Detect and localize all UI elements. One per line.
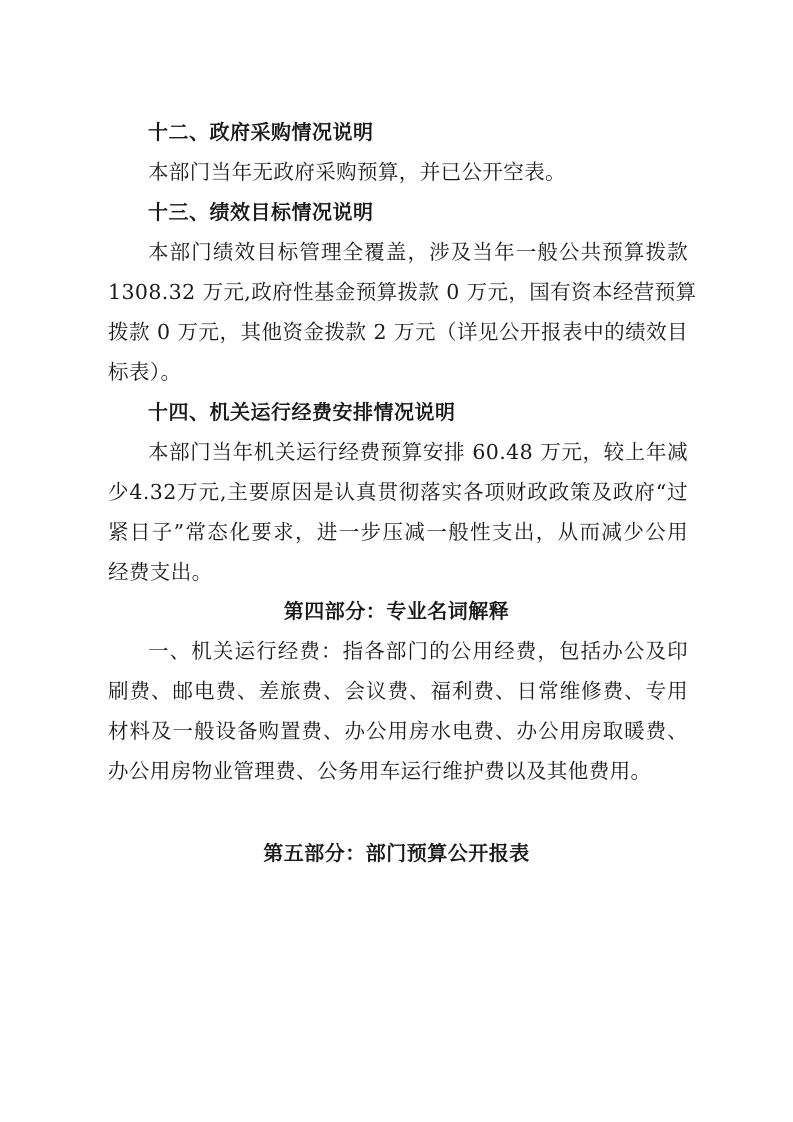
paragraph-line: 一、机关运行经费：指各部门的公用经费，包括办公及印 — [148, 639, 688, 663]
paragraph-line: 材料及一般设备购置费、办公用房水电费、办公用房取暖费、 — [108, 719, 688, 743]
section-heading-operating-expenses: 十四、机关运行经费安排情况说明 — [148, 400, 456, 424]
paragraph-line: 紧日子”常态化要求，进一步压减一般性支出，从而减少公用 — [108, 520, 688, 544]
paragraph-line: 办公用房物业管理费、公务用车运行维护费以及其他费用。 — [108, 759, 652, 783]
part-five-heading: 第五部分：部门预算公开报表 — [263, 841, 530, 865]
section-heading-performance-targets: 十三、绩效目标情况说明 — [148, 200, 374, 224]
paragraph-line: 1308.32 万元,政府性基金预算拨款 0 万元，国有资本经营预算 — [108, 280, 697, 304]
paragraph-line: 标表）。 — [108, 360, 182, 384]
paragraph-line: 本部门当年机关运行经费预算安排 60.48 万元，较上年减 — [148, 440, 688, 464]
paragraph-line: 本部门当年无政府采购预算，并已公开空表。 — [148, 160, 566, 184]
paragraph-line: 刷费、邮电费、差旅费、会议费、福利费、日常维修费、专用 — [108, 679, 688, 703]
paragraph-line: 少4.32万元,主要原因是认真贯彻落实各项财政政策及政府“过 — [108, 480, 688, 504]
paragraph-line: 经费支出。 — [108, 560, 213, 584]
paragraph-line: 本部门绩效目标管理全覆盖，涉及当年一般公共预算拨款 — [148, 240, 688, 264]
section-heading-government-procurement: 十二、政府采购情况说明 — [148, 120, 374, 144]
part-four-heading: 第四部分：专业名词解释 — [283, 599, 510, 623]
paragraph-line: 拨款 0 万元，其他资金拨款 2 万元（详见公开报表中的绩效目 — [108, 320, 688, 344]
